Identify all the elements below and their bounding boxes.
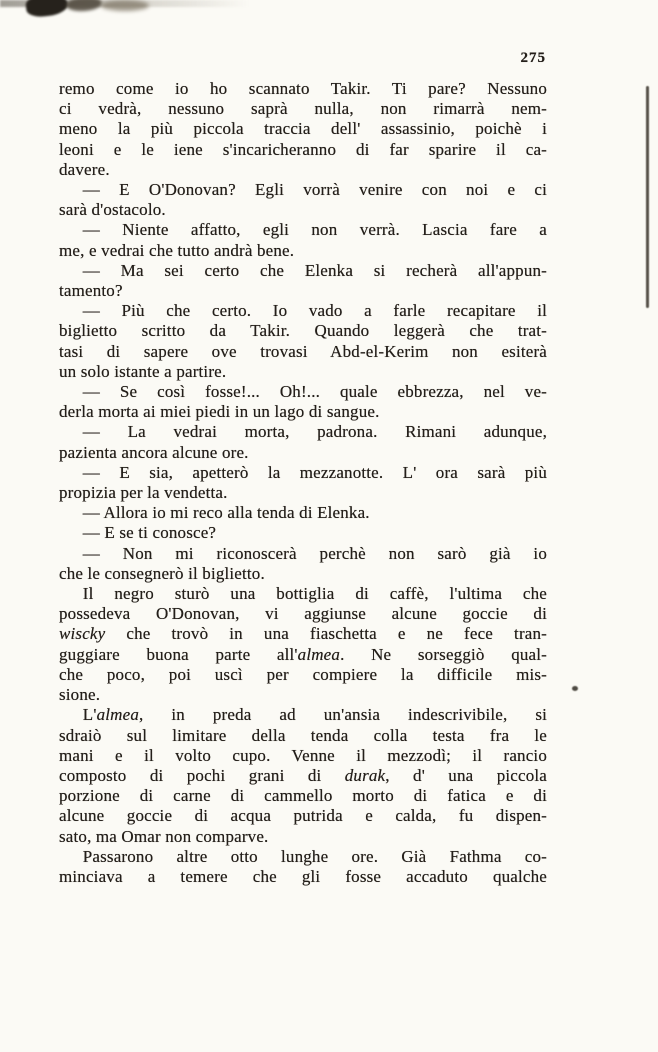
text-segment: remo come io ho scannato Takir. Ti pare? Nessuno (59, 79, 547, 98)
text-line (59, 362, 547, 382)
text-line (59, 705, 547, 725)
text-line (59, 726, 547, 746)
text-segment: che trovò in una fiaschetta e ne fece tran- (105, 624, 547, 644)
text-segment: possedeva O'Donovan, vi aggiunse alcune goccie di (59, 604, 547, 624)
text-line (59, 786, 547, 806)
italic-text: durak (344, 765, 386, 785)
text-line (59, 220, 547, 240)
text-segment: — Più che certo. Io vado a farle recapitare il (82, 301, 547, 321)
text-segment: biglietto scritto da Takir. Quando leggerà che trat- (59, 321, 547, 341)
text-segment: — La vedrai morta, padrona. Rimani adunque, (82, 422, 547, 442)
text-line (59, 180, 547, 200)
text-segment: che le consegnerò il biglietto. (59, 563, 265, 583)
text-line (59, 382, 547, 402)
text-segment: minciava a temere che gli fosse accaduto qualche (59, 866, 547, 886)
text-line (59, 402, 547, 422)
text-line (59, 685, 547, 705)
text-line (59, 160, 547, 180)
text-line (59, 564, 547, 584)
text-segment: — E O'Donovan? Egli vorrà venire con noi e ci (82, 180, 547, 200)
text-line (59, 140, 547, 160)
text-segment: derla morta ai miei piedi in un lago di sangue. (59, 402, 380, 422)
italic-text: wiscky (59, 624, 106, 644)
text-line (59, 443, 547, 463)
text-segment: porzione di carne di cammello morto di fatica e di (59, 786, 547, 806)
ink-smudge-artifact (101, 0, 149, 11)
text-line (59, 806, 547, 826)
text-line (59, 584, 547, 604)
text-line (59, 604, 547, 624)
text-segment: sdraiò sul limitare della tenda colla testa fra le (59, 725, 547, 745)
text-segment: Il negro sturò una bottiglia di caffè, l'ultima che (82, 584, 547, 604)
text-line (59, 523, 547, 543)
ink-smudge-artifact (25, 0, 69, 18)
text-line (59, 624, 547, 644)
text-segment: pazienta ancora alcune ore. (59, 442, 249, 462)
text-segment: mani e il volto cupo. Venne il mezzodì; il rancio (59, 745, 547, 765)
text-line (59, 483, 547, 503)
text-line (59, 422, 547, 442)
text-segment: alcune goccie di acqua putrida e calda, fu dispen- (59, 806, 547, 826)
text-line (59, 463, 547, 483)
text-segment: L' (82, 705, 97, 725)
text-segment: me, e vedrai che tutto andrà bene. (59, 240, 295, 260)
text-line (59, 79, 547, 99)
text-segment: — Allora io mi reco alla tenda di Elenka. (82, 503, 370, 523)
text-segment: — E sia, apetterò la mezzanotte. L' ora sarà più (82, 462, 547, 482)
italic-text: almea (297, 644, 341, 664)
text-segment: tamento? (59, 281, 123, 301)
text-line (59, 99, 547, 119)
text-segment: Passarono altre otto lunghe ore. Già Fathma co- (82, 846, 547, 866)
text-segment: , in preda ad un'ansia indescrivibile, si (139, 705, 547, 725)
text-segment: . Ne sorseggiò qual- (340, 644, 547, 664)
text-line (59, 342, 547, 362)
text-segment: — Se così fosse!... Oh!... quale ebbrezza, nel ve- (82, 382, 547, 402)
text-line (59, 281, 547, 301)
text-segment: meno la più piccola traccia dell' assassinio, poichè i (59, 119, 547, 139)
text-segment: , d' una piccola (385, 765, 547, 785)
text-line (59, 200, 547, 220)
text-line (59, 503, 547, 523)
text-segment: propizia per la vendetta. (59, 483, 228, 503)
text-line (59, 261, 547, 281)
text-segment: tasi di sapere ove trovasi Abd-el-Kerim non esiterà (59, 341, 547, 361)
text-segment: davere. (59, 159, 110, 179)
text-line (59, 544, 547, 564)
text-line (59, 645, 547, 665)
text-segment: — Ma sei certo che Elenka si recherà all'appun- (82, 260, 547, 280)
text-segment: — Non mi riconoscerà perchè non sarò già io (82, 543, 547, 563)
text-segment: — Niente affatto, egli non verrà. Lascia fare a (82, 220, 547, 240)
text-block (59, 79, 547, 887)
text-line (59, 301, 547, 321)
text-line (59, 766, 547, 786)
italic-text: almea (96, 705, 139, 725)
text-segment: sato, ma Omar non comparve. (59, 826, 269, 846)
text-segment: composto di pochi grani di (59, 765, 345, 785)
text-line (59, 847, 547, 867)
text-line (59, 827, 547, 847)
scan-edge-line-artifact (646, 86, 649, 308)
text-segment: ci vedrà, nessuno saprà nulla, non rimarrà nem- (59, 99, 547, 119)
text-segment: sione. (59, 685, 101, 705)
text-segment: guggiare buona parte all' (59, 644, 298, 664)
text-segment: che poco, poi uscì per compiere la difficile mis- (59, 664, 547, 684)
text-line (59, 867, 547, 887)
ink-smudge-artifact (66, 0, 103, 12)
text-segment: un solo istante a partire. (59, 361, 227, 381)
text-line (59, 665, 547, 685)
ink-speck-artifact (572, 686, 578, 691)
text-segment: — E se ti conosce? (82, 523, 217, 543)
scan-shadow-artifact (0, 0, 250, 7)
page-number: 275 (520, 50, 546, 66)
text-line (59, 119, 547, 139)
text-line (59, 746, 547, 766)
text-line (59, 321, 547, 341)
text-segment: leoni e le iene s'incaricheranno di far sparire il ca- (59, 139, 547, 159)
text-line (59, 241, 547, 261)
text-segment: sarà d'ostacolo. (59, 200, 166, 220)
